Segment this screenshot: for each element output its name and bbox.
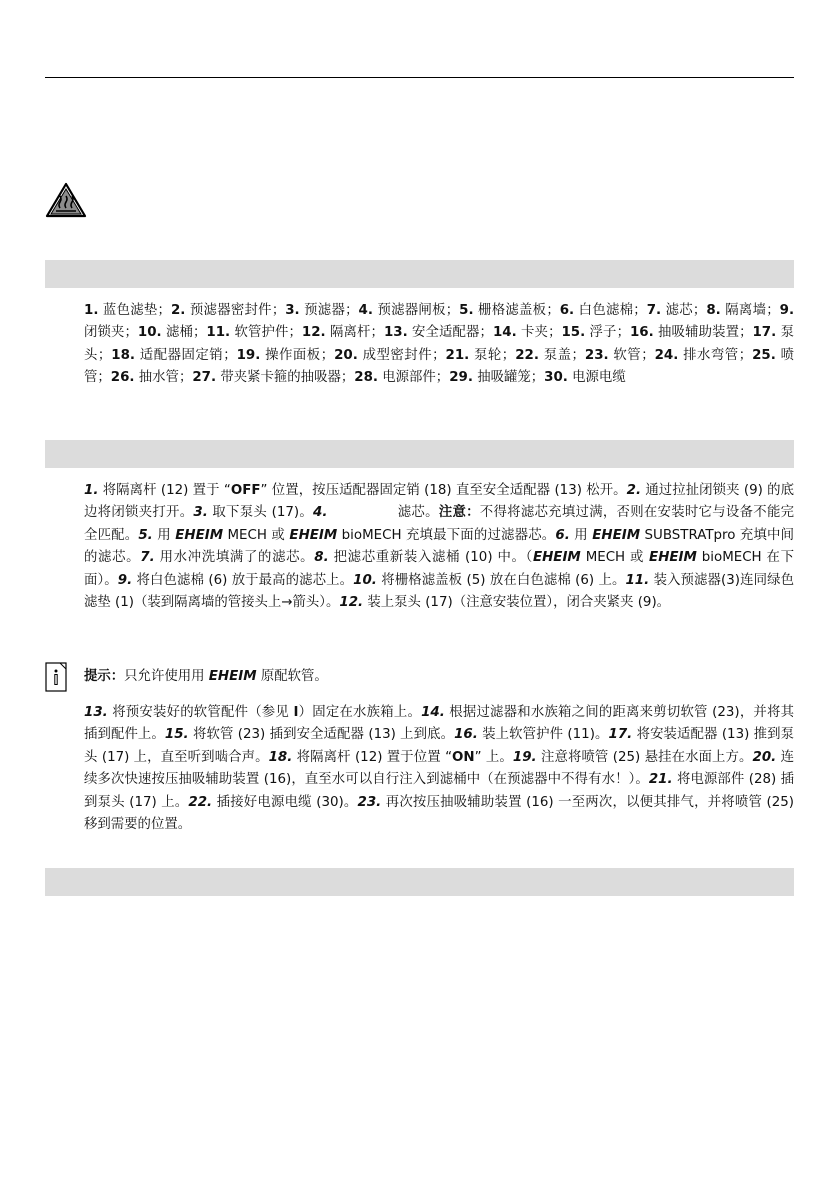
- section-header-band-bottom: [45, 868, 794, 896]
- part-name: 适配器固定销；: [135, 347, 237, 363]
- part-name: 滤桶；: [161, 325, 207, 341]
- step-text: 将白色滤棉 (6) 放于最高的滤芯上。: [132, 572, 354, 588]
- step-emphasis: EHEIM: [289, 527, 338, 543]
- step-text: 通过拉扯闭锁夹 (9) 的底边将闭锁夹打开。: [84, 483, 794, 521]
- part-number: 4.: [358, 303, 373, 318]
- part-name: 泵轮；: [469, 347, 516, 363]
- step-text: 把滤芯重新装入滤桶 (10) 中。（: [328, 550, 533, 566]
- step-emphasis: EHEIM: [175, 527, 224, 543]
- part-number: 8.: [706, 303, 721, 318]
- step-text: 将软管 (23) 插到安全适配器 (13) 上到底。: [188, 727, 455, 743]
- part-number: 22.: [515, 347, 539, 363]
- step-emphasis: 14.: [421, 705, 445, 720]
- part-name: 软管；: [608, 347, 655, 363]
- hint-label: 提示：: [84, 669, 125, 684]
- step-text: ）固定在水族箱上。: [298, 705, 422, 720]
- part-name: 滤芯；: [661, 303, 707, 318]
- step-text: bioMECH 在下面）。: [84, 550, 795, 588]
- part-name: 成型密封件；: [357, 347, 446, 363]
- step-emphasis: 16.: [454, 727, 478, 743]
- step-text: 再次按压抽吸辅助装置 (16) 一至两次，以便其排气，并将喷管 (25) 移到需要的位置。: [84, 794, 794, 833]
- part-number: 25.: [752, 347, 776, 363]
- steps-part-2: [84, 702, 794, 836]
- bold-text: OFF: [230, 483, 261, 498]
- part-name: 泵盖；: [538, 347, 585, 363]
- part-name: 泵头；: [84, 325, 794, 363]
- part-number: 3.: [285, 303, 300, 318]
- step-emphasis: 4.: [313, 505, 328, 521]
- step-text: MECH 或: [580, 550, 650, 566]
- part-number: 17.: [752, 325, 777, 341]
- part-name: 卡夹；: [516, 325, 562, 341]
- step-emphasis: 19.: [512, 749, 537, 765]
- step-text: 将隔离杆 (12) 置于位置 “: [292, 749, 453, 765]
- part-number: 13.: [383, 325, 408, 341]
- step-emphasis: 23.: [357, 794, 382, 810]
- step-text: 将电源部件 (28) 插到泵头 (17) 上。: [84, 772, 794, 810]
- part-name: 预滤器闸板；: [372, 303, 460, 318]
- part-number: 26.: [110, 370, 135, 386]
- info-icon: [45, 662, 67, 692]
- part-number: 6.: [559, 303, 575, 318]
- part-name: 带夹紧卡箍的抽吸器；: [216, 370, 355, 386]
- section-header-band-parts: [45, 260, 794, 288]
- part-number: 9.: [779, 303, 795, 318]
- part-number: 15.: [561, 325, 586, 341]
- part-name: 预滤器；: [299, 303, 359, 318]
- step-emphasis: 12.: [339, 595, 364, 611]
- part-name: 隔离墙；: [720, 303, 780, 318]
- step-text: 用水冲洗填满了的滤芯。: [154, 550, 315, 566]
- part-number: 19.: [236, 347, 261, 363]
- bold-text: ON: [452, 749, 475, 765]
- part-name: 喷管；: [84, 347, 795, 386]
- part-name: 隔离杆；: [325, 325, 384, 341]
- step-emphasis: 13.: [84, 705, 108, 720]
- step-text: bioMECH 充填最下面的过滤器芯。: [337, 527, 556, 543]
- step-emphasis: 10.: [353, 572, 377, 588]
- step-emphasis: EHEIM: [649, 550, 697, 566]
- step-text: 将安装适配器 (13) 推到泵头 (17) 上，直至听到啮合声。: [84, 727, 795, 765]
- part-number: 7.: [646, 303, 662, 318]
- step-emphasis: 1.: [84, 483, 99, 498]
- parts-list: [84, 300, 794, 390]
- step-emphasis: 17.: [608, 727, 633, 743]
- step-emphasis: 11.: [625, 572, 650, 588]
- step-text: 装上泵头 (17)（注意安装位置），闭合夹紧夹 (9)。: [363, 595, 671, 611]
- part-number: 29.: [449, 370, 473, 386]
- part-name: 抽吸辅助装置；: [653, 325, 753, 341]
- part-number: 24.: [654, 347, 679, 363]
- step-text: 注意将喷管 (25) 悬挂在水面上方。: [536, 749, 753, 765]
- step-text: ” 上。: [474, 749, 513, 765]
- step-emphasis: 15.: [164, 727, 189, 743]
- step-emphasis: 2.: [626, 483, 642, 498]
- hint-brand: EHEIM: [208, 669, 257, 684]
- step-text: 用: [569, 527, 593, 543]
- step-text: 插接好电源电缆 (30)。: [212, 794, 358, 810]
- step-emphasis: EHEIM: [532, 550, 581, 566]
- part-number: 14.: [492, 325, 517, 341]
- step-text: MECH 或: [223, 527, 290, 543]
- step-emphasis: 5.: [138, 527, 153, 543]
- top-rule: [45, 77, 794, 78]
- step-emphasis: 9.: [117, 572, 133, 588]
- part-number: 23.: [584, 347, 609, 363]
- part-name: 预滤器密封件；: [185, 303, 286, 318]
- step-emphasis: 22.: [188, 794, 213, 810]
- part-number: 18.: [111, 347, 136, 363]
- step-text: 用: [152, 527, 176, 543]
- steps-part-1: [84, 480, 794, 614]
- part-name: 安全适配器；: [407, 325, 493, 341]
- step-emphasis: 7.: [140, 550, 155, 566]
- step-emphasis: 8.: [314, 550, 329, 566]
- hot-surface-warning-icon: [45, 182, 87, 218]
- part-name: 软管护件；: [230, 325, 302, 341]
- part-name: 电源电缆: [567, 370, 626, 386]
- part-name: 排水弯管；: [678, 347, 753, 363]
- part-name: 操作面板；: [260, 347, 335, 363]
- step-text: 取下泵头 (17)。: [207, 505, 314, 521]
- step-text: 将栅格滤盖板 (5) 放在白色滤棉 (6) 上。: [376, 572, 626, 588]
- step-emphasis: 21.: [648, 772, 673, 788]
- part-name: 浮子；: [585, 325, 630, 341]
- part-number: 11.: [206, 325, 231, 341]
- section-header-band-steps: [45, 440, 794, 468]
- hint-note: [84, 666, 328, 688]
- step-text: SUBSTRATpro 充填中间的滤芯。: [84, 527, 795, 566]
- part-name: 抽水管；: [134, 370, 193, 386]
- part-number: 28.: [354, 370, 378, 386]
- step-text: 滤芯。: [397, 505, 439, 521]
- part-number: 16.: [629, 325, 654, 341]
- bold-text: 注意：: [438, 505, 480, 521]
- step-emphasis: 6.: [555, 527, 570, 543]
- step-text: 装上软管护件 (11)。: [477, 727, 609, 743]
- part-name: 蓝色滤垫；: [98, 303, 171, 318]
- step-text: 连续多次快速按压抽吸辅助装置 (16)，直至水可以自行注入到滤桶中（在预滤器中不得有水！）。: [84, 749, 794, 788]
- part-name: 抽吸罐笼；: [472, 370, 545, 386]
- part-number: 10.: [137, 325, 162, 341]
- step-emphasis: 18.: [268, 749, 293, 765]
- part-number: 21.: [445, 347, 470, 363]
- part-number: 12.: [301, 325, 326, 341]
- part-name: 白色滤棉；: [574, 303, 647, 318]
- step-emphasis: EHEIM: [592, 527, 641, 543]
- step-text: 装入预滤器(3)连同绿色滤垫 (1)（装到隔离墙的管接头上→箭头）。: [84, 572, 794, 611]
- step-text: 将隔离杆 (12) 置于 “: [98, 483, 231, 498]
- hint-text-before: 只允许使用用: [124, 669, 209, 684]
- step-text: 不得将滤芯充填过满，否则在安装时它与设备不能完全匹配。: [84, 505, 795, 543]
- part-number: 30.: [544, 370, 568, 386]
- part-number: 27.: [192, 370, 217, 386]
- step-text: 将预安装好的软管配件（参见: [107, 705, 294, 720]
- part-name: 电源部件；: [377, 370, 450, 386]
- part-number: 2.: [170, 303, 186, 318]
- step-text: ” 位置，按压适配器固定销 (18) 直至安全适配器 (13) 松开。: [260, 483, 627, 498]
- step-emphasis: 20.: [752, 749, 777, 765]
- step-text: 根据过滤器和水族箱之间的距离来剪切软管 (23)，并将其插到配件上。: [84, 705, 795, 743]
- part-name: 栅格滤盖板；: [473, 303, 560, 318]
- step-emphasis: 3.: [193, 505, 208, 521]
- hint-text-after: 原配软管。: [256, 669, 328, 684]
- part-number: 1.: [84, 303, 99, 318]
- bold-text: I: [293, 705, 299, 720]
- part-number: 5.: [459, 303, 474, 318]
- part-number: 20.: [334, 347, 358, 363]
- part-name: 闭锁夹；: [84, 325, 138, 341]
